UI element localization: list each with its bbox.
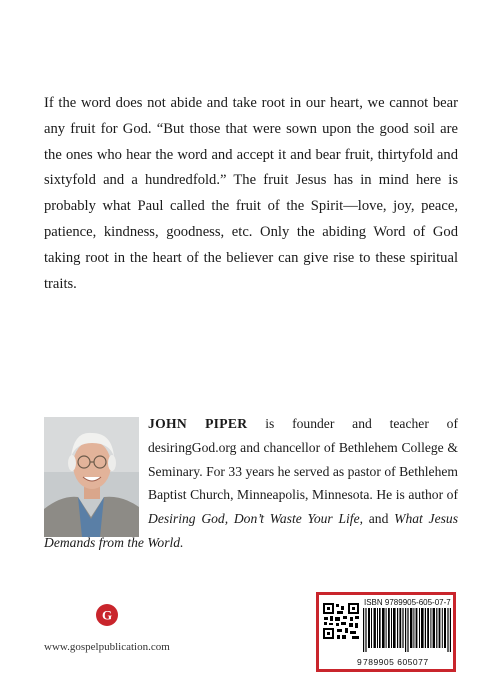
publisher-website[interactable]: www.gospelpublication.com (44, 641, 170, 653)
author-bio (44, 412, 458, 555)
isbn-barcode-icon (363, 608, 451, 656)
book-title-2: What Jesus Demands from the World. (44, 511, 459, 550)
logo-letter: G (101, 607, 113, 623)
bio-text-part-2: , and (359, 511, 395, 527)
publisher-g-icon (96, 604, 118, 626)
publisher-logo (96, 604, 118, 626)
book-title-1: Desiring God, Don’t Waste Your Life (148, 511, 360, 527)
author-name: JOHN PIPER (148, 416, 248, 431)
isbn-label: ISBN 9789905-605-07-7 (364, 598, 451, 607)
photo-spacer (44, 412, 148, 529)
back-cover-excerpt: If the word does not abide and take root in our heart, we cannot bear any fruit for God. “But those that were sown upon the good soil are the ones who hear the word and accept it and bear fruit, thirtyfold and sixtyfold and a hundredfold.” The fruit Jesus has in mind here is probably what Paul called the fruit of the Spirit—love, joy, peace, patience, kindness, goodness, etc. Only the abiding Word of God taking root in the heart of the believer can give rise to these spiritual traits. (44, 95, 458, 292)
bio-text-part-1: is founder and teacher of desiringGod.org and chancellor of Bethlehem College & Seminary. For 33 years he served as pastor of Bethlehem Baptist Church, Minneapolis, Minnesota. He is author of (148, 416, 458, 503)
barcode-first-digit: 9 (357, 657, 362, 667)
barcode-digits: 789905 605077 (363, 657, 429, 667)
